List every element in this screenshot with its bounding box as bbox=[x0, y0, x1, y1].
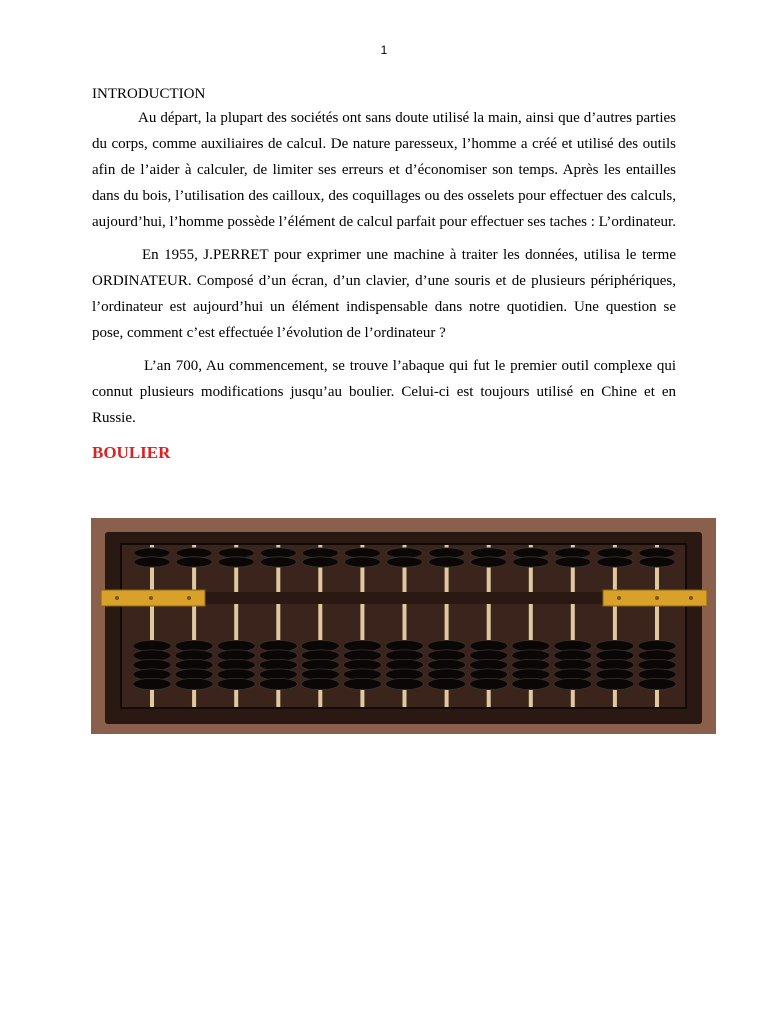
abacus-bead-lower bbox=[554, 678, 592, 689]
abacus-bead-upper bbox=[387, 557, 423, 567]
abacus-bead-upper bbox=[176, 557, 212, 567]
abacus-bead-lower bbox=[217, 678, 255, 689]
paragraph-ordinateur: En 1955, J.PERRET pour exprimer une machine à traiter les données, utilisa le terme ORDINATEUR. Composé d’un écran, d’un clavier, d’une souris et de plusieurs périphériques, l’ordinateur est aujourd’hui un élément indispensable dans notre quotidien. Une question se pose, comment c’est effectuée l’évolution de l’ordinateur ? bbox=[92, 247, 676, 341]
abacus-bead-upper bbox=[597, 557, 633, 567]
abacus-bead-upper bbox=[344, 557, 380, 567]
brass-rivet bbox=[115, 596, 119, 600]
abacus-illustration bbox=[91, 518, 716, 734]
abacus-bead-lower bbox=[596, 678, 634, 689]
abacus-bead-lower bbox=[175, 678, 213, 689]
abacus-bead-lower bbox=[470, 678, 508, 689]
brass-rivet bbox=[655, 596, 659, 600]
abacus-bead-upper bbox=[471, 557, 507, 567]
abacus-bead-upper bbox=[429, 557, 465, 567]
section-heading-boulier: BOULIER bbox=[92, 443, 171, 462]
brass-rivet bbox=[149, 596, 153, 600]
brass-rivet bbox=[187, 596, 191, 600]
abacus-bead-lower bbox=[133, 678, 171, 689]
abacus-bead-upper bbox=[639, 557, 675, 567]
document-body bbox=[92, 84, 676, 464]
brass-rivet bbox=[617, 596, 621, 600]
abacus-bead-upper bbox=[302, 557, 338, 567]
abacus-bead-lower bbox=[428, 678, 466, 689]
abacus-bead-upper bbox=[218, 557, 254, 567]
paragraph-intro: Au départ, la plupart des sociétés ont sans doute utilisé la main, ainsi que d’autres parties du corps, comme auxiliaires de calcul. De nature paresseux, l’homme a créé et utilisé des outils afin de l’aider à calculer, de limiter ses erreurs et d’économiser son temps. Après les entailles dans du bois, l’utilisation des cailloux, des coquillages ou des osselets pour effectuer des calculs, aujourd’hui, l’homme possède l’élément de calcul parfait pour effectuer ses taches : L’ordinateur. bbox=[92, 110, 676, 230]
paragraph-abaque: L’an 700, Au commencement, se trouve l’abaque qui fut le premier outil complexe qui connut plusieurs modifications jusqu’au boulier. Celui-ci est toujours utilisé en Chine et en Russie. bbox=[92, 358, 676, 426]
abacus-bead-lower bbox=[301, 678, 339, 689]
abacus-bead-upper bbox=[260, 557, 296, 567]
abacus-bead-lower bbox=[259, 678, 297, 689]
introduction-heading: INTRODUCTION bbox=[92, 86, 206, 102]
page-number: 1 bbox=[380, 43, 388, 57]
abacus-bead-upper bbox=[513, 557, 549, 567]
abacus-bead-lower bbox=[512, 678, 550, 689]
abacus-bead-upper bbox=[134, 557, 170, 567]
abacus-bead-upper bbox=[555, 557, 591, 567]
abacus-bead-lower bbox=[386, 678, 424, 689]
abacus-photo bbox=[91, 518, 716, 734]
abacus-bead-lower bbox=[638, 678, 676, 689]
brass-rivet bbox=[689, 596, 693, 600]
abacus-bead-lower bbox=[343, 678, 381, 689]
